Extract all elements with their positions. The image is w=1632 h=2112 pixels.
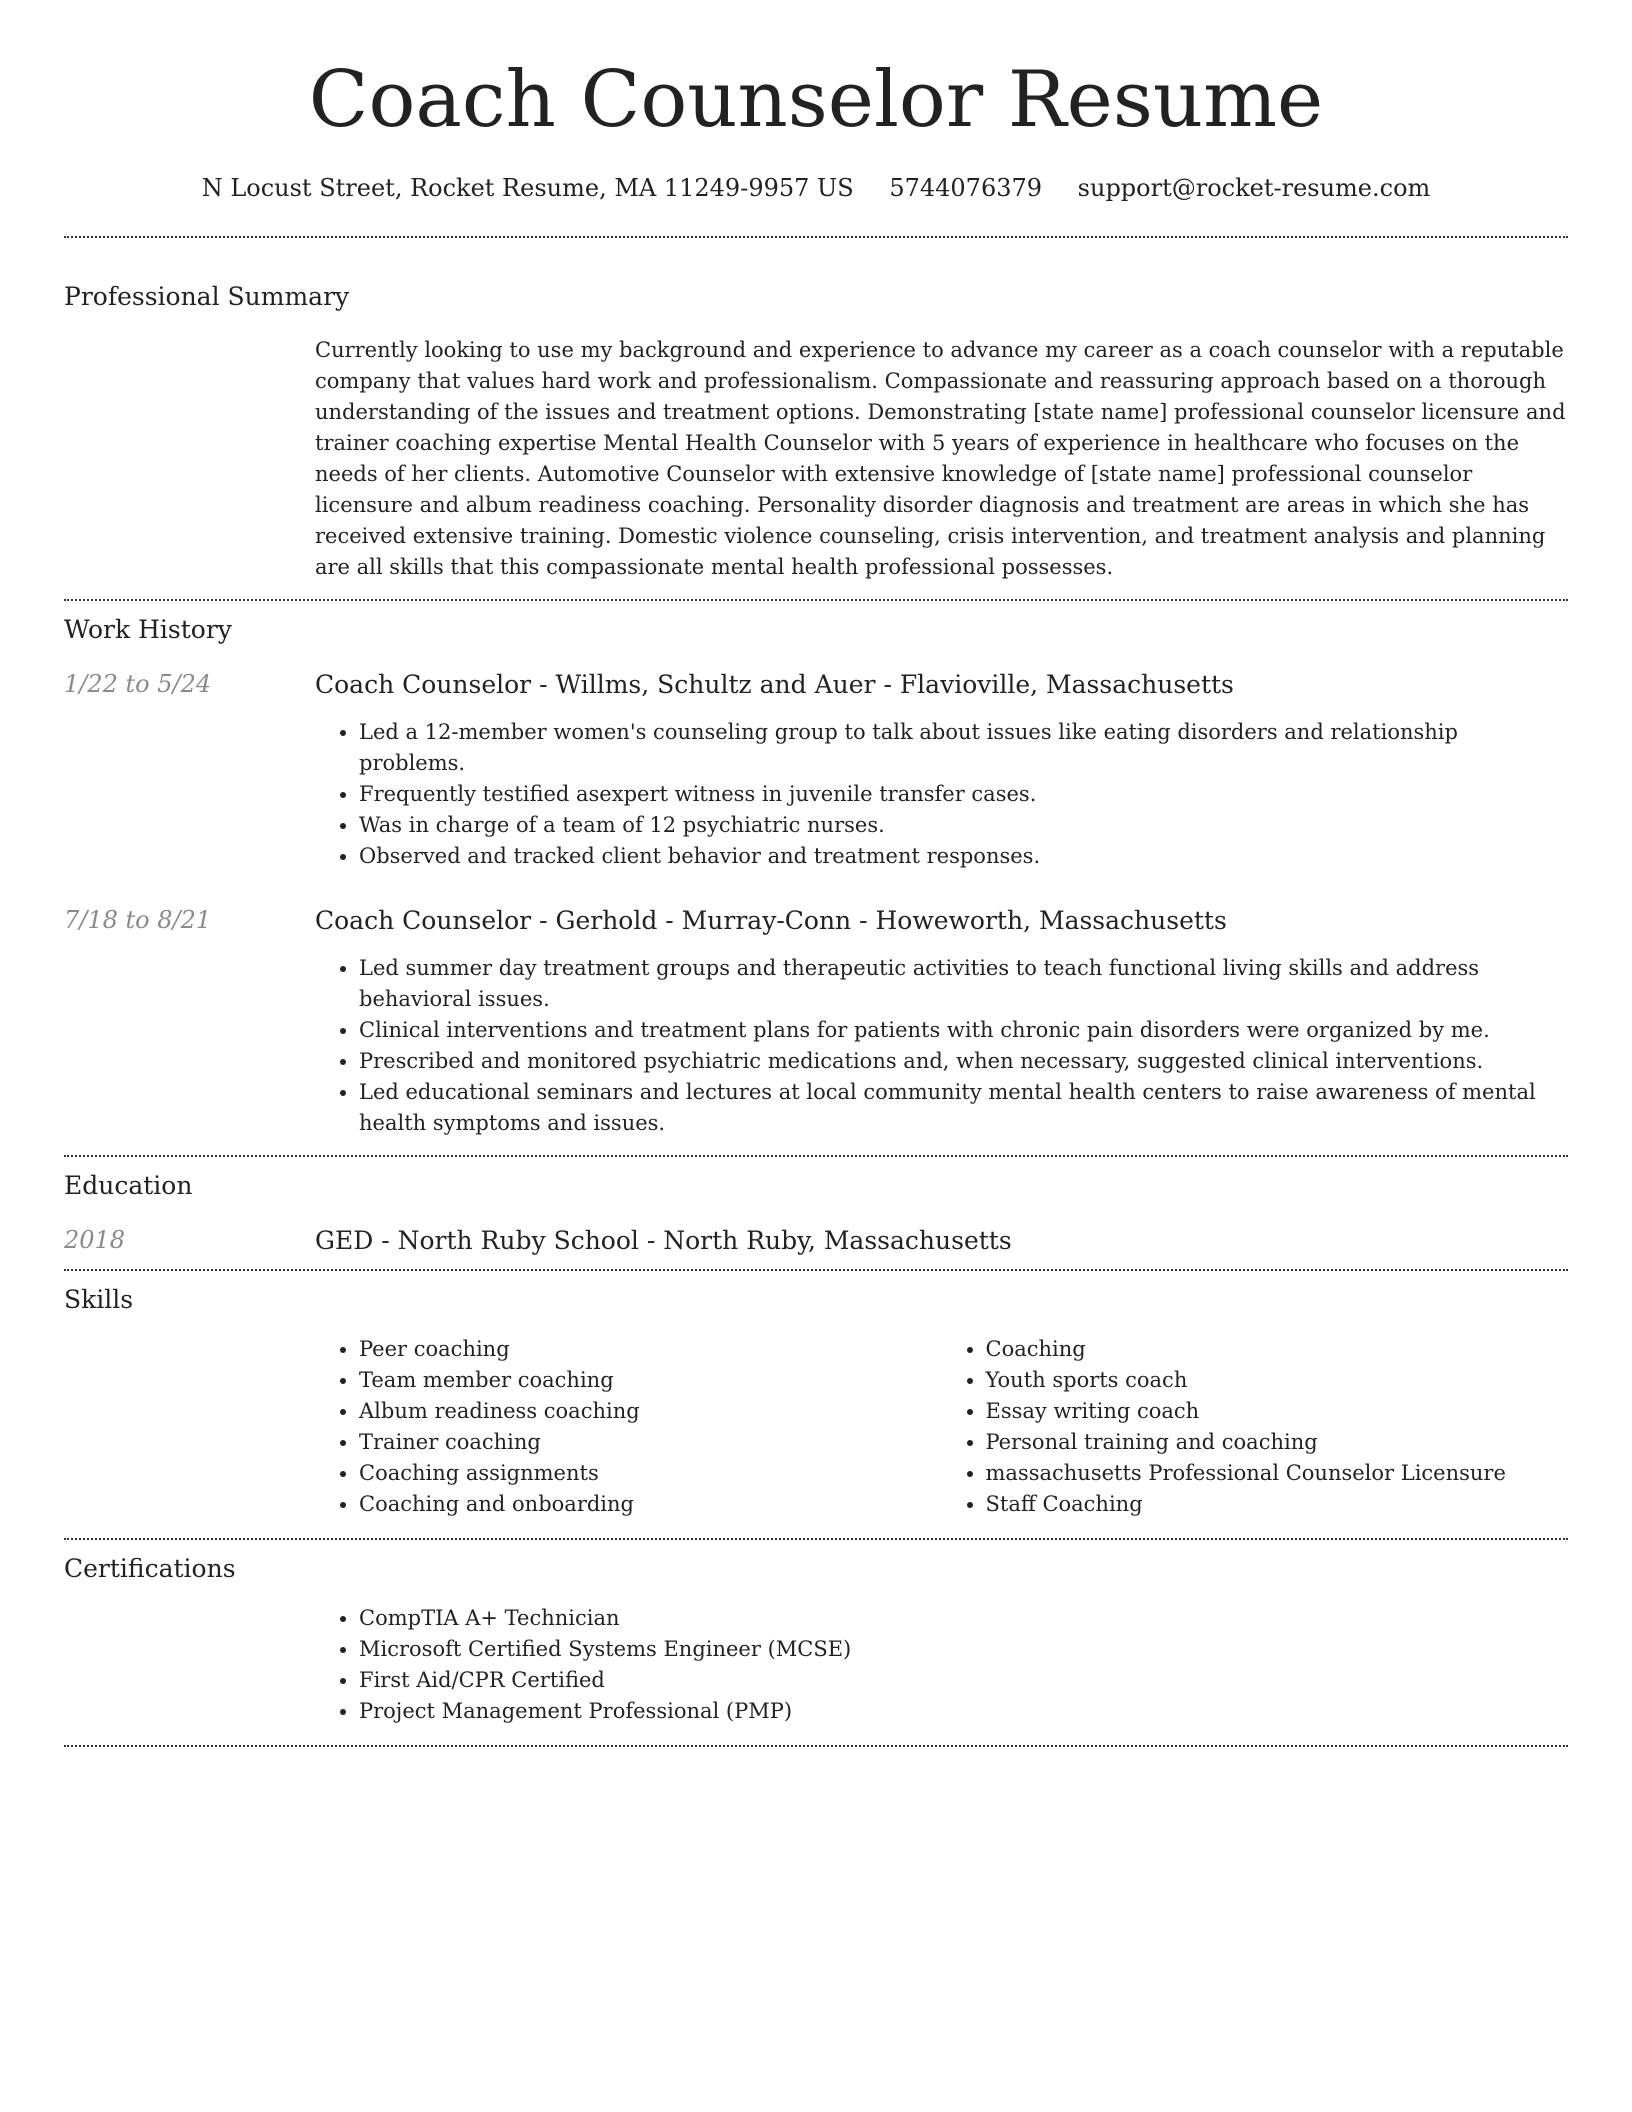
list-item: • Led a 12-member women's counseling group to talk about issues like eating disorders and relationship problems.: [359, 717, 1568, 779]
divider: [64, 236, 1568, 238]
list-item: • Coaching assignments: [359, 1458, 942, 1489]
skills-list-right: [942, 1334, 1569, 1520]
resume-name: Coach Counselor Resume: [308, 55, 1324, 145]
list-item: • Coaching: [986, 1334, 1569, 1365]
divider: [64, 1269, 1568, 1271]
section-title-skills: Skills: [64, 1285, 134, 1314]
list-item: • Essay writing coach: [986, 1396, 1569, 1427]
list-item: • Clinical interventions and treatment plans for patients with chronic pain disorders were organized by me.: [359, 1015, 1568, 1046]
certifications-block: [315, 1603, 1568, 1727]
list-item: • Trainer coaching: [359, 1427, 942, 1458]
list-item: • Led summer day treatment groups and therapeutic activities to teach functional living skills and address behavioral issues.: [359, 953, 1568, 1015]
list-item: • Team member coaching: [359, 1365, 942, 1396]
section-title-certifications: Certifications: [64, 1554, 236, 1583]
list-item: • Personal training and coaching: [986, 1427, 1569, 1458]
contact-phone: 5744076379: [889, 174, 1043, 202]
list-item: • Project Management Professional (PMP): [359, 1696, 1568, 1727]
divider: [64, 599, 1568, 601]
list-item: • Album readiness coaching: [359, 1396, 942, 1427]
job-date: 7/18 to 8/21: [64, 906, 212, 934]
list-item: • Was in charge of a team of 12 psychiatric nurses.: [359, 810, 1568, 841]
section-title-summary: Professional Summary: [64, 282, 350, 311]
section-title-work: Work History: [64, 615, 232, 644]
list-item: • Youth sports coach: [986, 1365, 1569, 1396]
job-entry: [64, 670, 1568, 872]
skills-block: [315, 1334, 1568, 1520]
list-item: • Staff Coaching: [986, 1489, 1569, 1520]
job-bullets: [315, 953, 1568, 1139]
list-item: • Frequently testified asexpert witness in juvenile transfer cases.: [359, 779, 1568, 810]
divider: [64, 1745, 1568, 1747]
education-degree: GED - North Ruby School - North Ruby, Massachusetts: [315, 1226, 1012, 1255]
certifications-list: [315, 1603, 1568, 1727]
list-item: • massachusetts Professional Counselor Licensure: [986, 1458, 1569, 1489]
list-item: • Led educational seminars and lectures at local community mental health centers to raise awareness of mental health symptoms and issues.: [359, 1077, 1568, 1139]
education-content: [315, 1226, 1568, 1255]
list-item: • CompTIA A+ Technician: [359, 1603, 1568, 1634]
list-item: • Coaching and onboarding: [359, 1489, 942, 1520]
job-content: [315, 906, 1568, 1139]
summary-text: Currently looking to use my background and experience to advance my career as a coach counselor with a reputable company that values hard work and professionalism. Compassionate and reassuring approach based on a thorough understanding of the issues and treatment options. Demonstrating [state name] professional counselor licensure and trainer coaching expertise Mental Health Counselor with 5 years of experience in healthcare who focuses on the needs of her clients. Automotive Counselor with extensive knowledge of [state name] professional counselor licensure and album readiness coaching. Personality disorder diagnosis and treatment are areas in which she has received extensive training. Domestic violence counseling, crisis intervention, and treatment analysis and planning are all skills that this compassionate mental health professional possesses.: [315, 338, 1566, 579]
list-item: • Peer coaching: [359, 1334, 942, 1365]
contact-address: N Locust Street, Rocket Resume, MA 11249-9957 US: [201, 174, 854, 202]
job-entry: [64, 906, 1568, 1139]
job-bullets: [315, 717, 1568, 872]
education-entry: [64, 1226, 1568, 1255]
contact-line: [64, 174, 1568, 202]
skills-list-left: [315, 1334, 942, 1520]
job-title: Coach Counselor - Willms, Schultz and Auer - Flavioville, Massachusetts: [315, 670, 1234, 699]
contact-email: support@rocket-resume.com: [1077, 174, 1431, 202]
section-title-education: Education: [64, 1171, 193, 1200]
job-content: [315, 670, 1568, 872]
list-item: • Microsoft Certified Systems Engineer (MCSE): [359, 1634, 1568, 1665]
job-date: 1/22 to 5/24: [64, 670, 212, 698]
divider: [64, 1538, 1568, 1540]
summary-block: [315, 335, 1568, 583]
list-item: • Observed and tracked client behavior and treatment responses.: [359, 841, 1568, 872]
education-date: 2018: [64, 1226, 126, 1254]
divider: [64, 1155, 1568, 1157]
list-item: • Prescribed and monitored psychiatric medications and, when necessary, suggested clinical interventions.: [359, 1046, 1568, 1077]
list-item: • First Aid/CPR Certified: [359, 1665, 1568, 1696]
job-title: Coach Counselor - Gerhold - Murray-Conn - Howeworth, Massachusetts: [315, 906, 1227, 935]
